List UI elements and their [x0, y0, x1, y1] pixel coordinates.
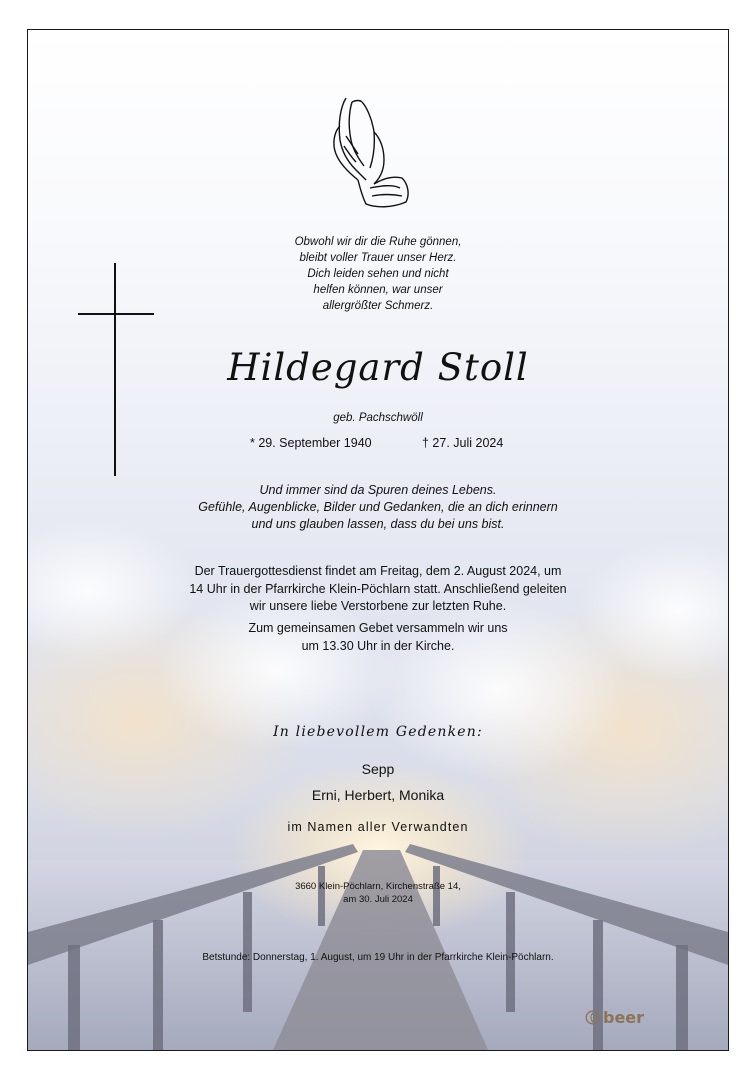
deceased-name: Hildegard Stoll	[227, 346, 529, 389]
relatives-line: im Namen aller Verwandten	[287, 820, 469, 834]
memory-heading: In liebevollem Gedenken:	[273, 724, 483, 740]
poem-line: und uns glauben lassen, dass du bei uns bist.	[251, 517, 505, 531]
maiden-name: geb. Pachschwöll	[333, 412, 423, 424]
funeral-home-logo	[585, 1008, 644, 1027]
service-line: 14 Uhr in der Pfarrkirche Klein-Pöchlarn statt. Anschließend geleiten	[189, 581, 567, 596]
poem-line: Und immer sind da Spuren deines Lebens.	[259, 483, 497, 497]
death-date: † 27. Juli 2024	[422, 436, 504, 450]
death-notice-card	[27, 29, 729, 1051]
gather-line: Zum gemeinsamen Gebet versammeln wir uns	[248, 621, 508, 635]
verse-line: helfen können, war unser	[313, 284, 443, 296]
funeral-service-info	[28, 563, 728, 616]
address-line: am 30. Juli 2024	[343, 894, 413, 905]
service-line: wir unsere liebe Verstorbene zur letzten Ruhe.	[249, 599, 507, 613]
verse-line: Obwohl wir dir die Ruhe gönnen,	[294, 236, 462, 248]
mourning-verse	[28, 234, 728, 314]
prayer-hour-info: Betstunde: Donnerstag, 1. August, um 19 Uhr in der Pfarrkirche Klein-Pöchlarn.	[202, 952, 554, 963]
verse-line: Dich leiden sehen und nicht	[307, 268, 449, 280]
verse-line: bleibt voller Trauer unser Herz.	[299, 252, 457, 264]
birth-date: * 29. September 1940	[250, 436, 372, 450]
praying-hands-icon	[322, 96, 422, 211]
logo-text: beer	[603, 1008, 645, 1027]
service-line: Der Trauergottesdienst findet am Freitag, dem 2. August 2024, um	[194, 564, 562, 578]
verse-line: allergrößter Schmerz.	[322, 300, 434, 312]
gather-line: um 13.30 Uhr in der Kirche.	[301, 638, 455, 653]
prayer-gathering-info	[28, 620, 728, 655]
memorial-poem	[28, 482, 728, 533]
beer-logo-icon	[585, 1010, 600, 1025]
mourner-children: Erni, Herbert, Monika	[311, 787, 445, 803]
mourner-spouse: Sepp	[361, 761, 395, 777]
address-line: 3660 Klein-Pöchlarn, Kirchenstraße 14,	[295, 881, 461, 892]
poem-line: Gefühle, Augenblicke, Bilder und Gedanken, die an dich erinnern	[198, 500, 558, 514]
place-and-date	[28, 880, 728, 906]
